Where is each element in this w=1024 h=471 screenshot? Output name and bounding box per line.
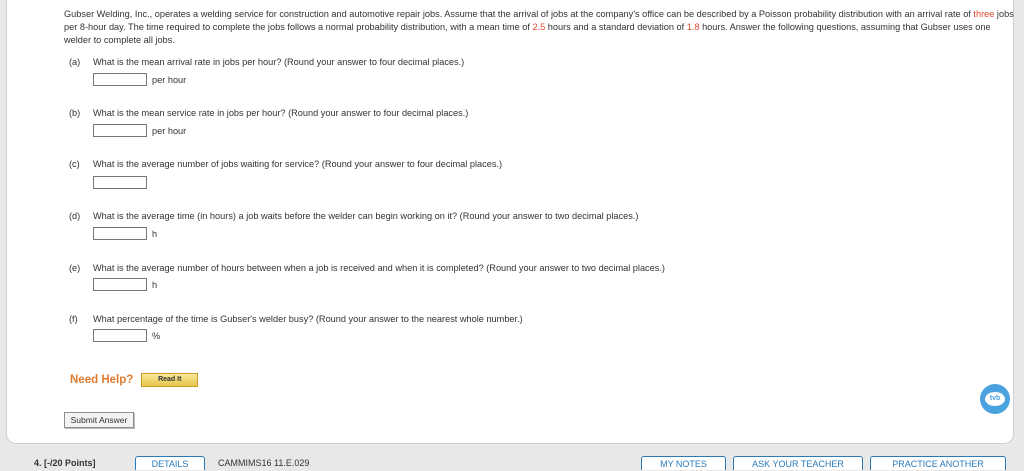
next-question-bar xyxy=(0,450,1024,467)
practice-another-button[interactable]: PRACTICE ANOTHER xyxy=(870,456,1006,470)
question-code: CAMMIMS16 11.E.029 xyxy=(218,458,310,468)
intro-text-1: Gubser Welding, Inc., operates a welding service for construction and automotive repair jobs. Assume that the arrival of jobs at the company's office can be described by a Poisson probability distribution with an arrival rate of xyxy=(64,9,974,19)
answer-input-b[interactable] xyxy=(93,124,147,137)
need-help-label: Need Help? xyxy=(70,374,134,386)
unit-label-a: per hour xyxy=(152,74,187,85)
question-letter: (d) xyxy=(69,211,81,221)
arrival-rate-value: three xyxy=(973,9,995,19)
answer-input-e[interactable] xyxy=(93,278,147,291)
question-b xyxy=(69,108,468,118)
question-letter: (f) xyxy=(69,314,78,324)
question-text: What is the mean arrival rate in jobs per hour? (Round your answer to four decimal places.) xyxy=(93,57,465,67)
mean-time-value: 2.5 xyxy=(532,22,546,32)
question-c xyxy=(69,159,502,169)
read-it-button[interactable]: Read It xyxy=(141,373,198,387)
answer-row-b xyxy=(93,124,186,137)
std-dev-value: 1.8 xyxy=(686,22,700,32)
question-letter: (c) xyxy=(69,159,80,169)
answer-row-e xyxy=(93,278,157,291)
my-notes-button[interactable]: MY NOTES xyxy=(641,456,726,470)
question-text: What is the average number of jobs waiting for service? (Round your answer to four decimal places.) xyxy=(93,159,503,169)
question-letter: (a) xyxy=(69,57,81,67)
question-text: What is the mean service rate in jobs per hour? (Round your answer to four decimal places.) xyxy=(93,108,469,118)
ask-teacher-button[interactable]: ASK YOUR TEACHER xyxy=(733,456,863,470)
question-text: What is the average number of hours between when a job is received and when it is completed? (Round your answer to two decimal places.) xyxy=(93,263,665,273)
unit-label-e: h xyxy=(152,279,158,290)
question-letter: (e) xyxy=(69,263,81,273)
unit-label-d: h xyxy=(152,228,158,239)
points-label: 4. [-/20 Points] xyxy=(34,458,96,468)
intro-text-3: hours and a standard deviation of xyxy=(545,22,687,32)
question-f xyxy=(69,314,523,324)
question-e xyxy=(69,263,665,273)
question-a xyxy=(69,57,464,67)
tutor-icon-label: tvb xyxy=(985,392,1005,406)
question-d xyxy=(69,211,638,221)
details-button[interactable]: DETAILS xyxy=(135,456,205,470)
answer-input-a[interactable] xyxy=(93,73,147,86)
tutor-chat-icon[interactable] xyxy=(980,384,1010,414)
answer-input-c[interactable] xyxy=(93,176,147,189)
question-text: What percentage of the time is Gubser's welder busy? (Round your answer to the nearest whole number.) xyxy=(93,314,523,324)
need-help-section xyxy=(70,373,198,387)
answer-input-f[interactable] xyxy=(93,329,147,342)
answer-row-d xyxy=(93,227,157,240)
answer-row-f xyxy=(93,329,160,342)
question-card xyxy=(6,0,1014,444)
answer-row-c xyxy=(93,176,147,189)
unit-label-f: % xyxy=(152,330,161,341)
intro-text-4: hours. Answer the following questions, assuming that Gubser uses one welder to complete all jobs. xyxy=(64,22,991,45)
submit-answer-button[interactable]: Submit Answer xyxy=(64,412,134,428)
answer-input-d[interactable] xyxy=(93,227,147,240)
unit-label-b: per hour xyxy=(152,125,187,136)
problem-intro xyxy=(64,8,1014,47)
intro-text-2: jobs per 8-hour day. The time required to complete the jobs follows a normal probability distribution, with a mean time of xyxy=(64,9,1014,32)
answer-row-a xyxy=(93,73,186,86)
question-letter: (b) xyxy=(69,108,81,118)
question-text: What is the average time (in hours) a job waits before the welder can begin working on it? (Round your answer to two decimal places.) xyxy=(93,211,639,221)
